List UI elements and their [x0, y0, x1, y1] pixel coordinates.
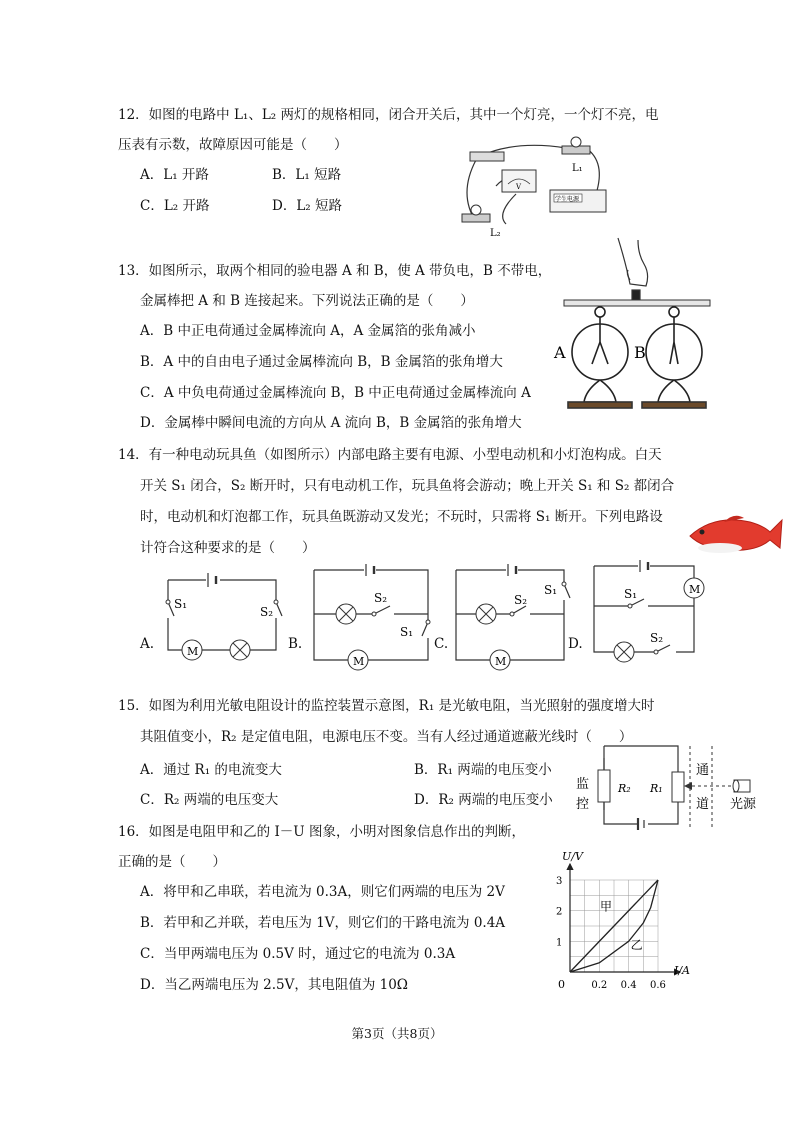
q15-stem-line1: 15．如图为利用光敏电阻设计的监控装置示意图，R₁ 是光敏电阻，当光照射的强度增大时: [118, 698, 655, 714]
q14-stem-line2: 开关 S₁ 闭合，S₂ 断开时，只有电动机工作，玩具鱼将会游动；晚上开关 S₁ 和 S₂ 都闭合: [140, 478, 675, 494]
q15-label-monitor2: 控: [576, 797, 590, 812]
q15-monitor-circuit: [574, 740, 774, 832]
page-footer: 第3页（共8页）: [351, 1026, 443, 1041]
svg-text:M: M: [187, 645, 199, 658]
q15-light-source: [733, 780, 750, 792]
q13-option-b: B．A 中的自由电子通过金属棒流向 B，B 金属箔的张角增大: [140, 354, 503, 370]
q14-stem-line1: 14．有一种电动玩具鱼（如图所示）内部电路主要有电源、小型电动机和小灯泡构成。白天: [118, 447, 662, 463]
q13-label-a: A: [554, 343, 566, 362]
q16-stem-line1: 16．如图是电阻甲和乙的 I－U 图象，小明对图象信息作出的判断，: [118, 824, 525, 840]
q14-stem-line3: 时，电动机和灯泡都工作，玩具鱼既游动又发光；不玩时，只需将 S₁ 断开。下列电路设: [140, 509, 663, 525]
q14-a-lamp: [230, 640, 250, 660]
y-tick-label-2: 3: [556, 876, 563, 887]
q12-option-a: A．L₁ 开路: [140, 167, 209, 183]
q14-option-d-label: D.: [568, 636, 583, 652]
q16-option-c: C．当甲两端电压为 0.5V 时，通过它的电流为 0.3A: [140, 946, 456, 962]
q15-channel-lines: [686, 746, 734, 830]
svg-text:学生电源: 学生电源: [555, 196, 580, 203]
svg-text:M: M: [495, 655, 507, 668]
x-tick-label-0: 0.2: [591, 980, 608, 991]
q16-origin-label: 0: [558, 978, 565, 991]
q15-option-b: B．R₁ 两端的电压变小: [414, 762, 552, 778]
q14-circuit-b: [310, 566, 434, 670]
q16-stem-line2: 正确的是（ ）: [118, 854, 226, 870]
q12-option-b: B．L₁ 短路: [272, 167, 342, 183]
svg-text:M: M: [689, 583, 701, 596]
q16-option-a: A．将甲和乙串联，若电流为 0.3A，则它们两端的电压为 2V: [140, 884, 505, 900]
svg-text:M: M: [353, 655, 365, 668]
svg-text:S₁: S₁: [174, 597, 188, 611]
q16-option-b: B．若甲和乙并联，若电压为 1V，则它们的干路电流为 0.4A: [140, 915, 506, 931]
x-tick-label-2: 0.6: [650, 980, 666, 991]
q15-option-d: D．R₂ 两端的电压变小: [414, 792, 553, 808]
q14-circuit-a: [160, 570, 290, 670]
svg-text:S₂: S₂: [514, 593, 528, 607]
q14-stem-line4: 计符合这种要求的是（ ）: [140, 540, 316, 556]
q14-circuit-d: [590, 562, 718, 666]
q15-label-monitor1: 监: [576, 777, 590, 792]
q12-option-d: D．L₂ 短路: [272, 198, 342, 214]
q13-option-c: C．A 中负电荷通过金属棒流向 B，B 中正电荷通过金属棒流向 A: [140, 385, 531, 401]
q13-metal-rod: [564, 300, 710, 306]
q14-option-c-label: C.: [434, 636, 449, 652]
q12-stem-line1: 12．如图的电路中 L₁、L₂ 两灯的规格相同，闭合开关后，其中一个灯亮，一个灯不亮，电: [118, 107, 659, 123]
q16-option-d: D．当乙两端电压为 2.5V，其电阻值为 10Ω: [140, 977, 408, 993]
q12-lamp-l1: [562, 137, 590, 154]
q14-d-lamp: [614, 642, 634, 662]
q13-hand: [618, 238, 648, 300]
q13-electroscope-b: [642, 306, 706, 408]
q13-stem-line1: 13．如图所示，取两个相同的验电器 A 和 B，使 A 带负电，B 不带电，: [118, 263, 552, 279]
q14-circuit-c: [452, 566, 574, 670]
svg-text:S₁: S₁: [544, 583, 558, 597]
q12-power-supply: [550, 190, 606, 212]
svg-text:S₂: S₂: [650, 631, 664, 645]
q14-option-a-label: A.: [140, 636, 155, 652]
q12-voltmeter: [502, 170, 536, 192]
q16-y-axis-label: U/V: [562, 850, 583, 863]
q15-label-channel1: 通: [696, 763, 710, 778]
q12-lamp-l2: [462, 205, 490, 222]
series-label-yi: 乙: [630, 938, 643, 952]
q15-option-a: A．通过 R₁ 的电流变大: [140, 762, 282, 778]
q16-iu-chart: [550, 850, 690, 992]
q16-x-axis-label: I/A: [674, 964, 690, 977]
y-tick-label-0: 1: [556, 937, 563, 949]
q13-option-a: A．B 中正电荷通过金属棒流向 A，A 金属箔的张角减小: [140, 323, 476, 339]
q14-option-b-label: B.: [288, 636, 303, 652]
q14-toy-fish-image: [684, 508, 784, 556]
q13-stem-line2: 金属棒把 A 和 B 连接起来。下列说法正确的是（ ）: [140, 293, 474, 309]
q15-option-c: C．R₂ 两端的电压变大: [140, 792, 279, 808]
svg-text:V: V: [516, 183, 522, 191]
q12-circuit-figure: [456, 134, 616, 242]
q13-option-d: D．金属棒中瞬间电流的方向从 A 流向 B，B 金属箔的张角增大: [140, 415, 522, 431]
q15-r2: [598, 770, 610, 802]
svg-text:S₁: S₁: [400, 625, 414, 639]
q12-label-l1: L₁: [572, 163, 583, 174]
y-tick-label-1: 2: [556, 906, 563, 918]
q12-stem-line2: 压表有示数，故障原因可能是（ ）: [118, 137, 348, 153]
q14-c-lamp: [476, 604, 496, 624]
q15-label-light: 光源: [730, 797, 757, 812]
q12-switch: [470, 152, 504, 161]
q13-electroscope-a: [568, 306, 632, 408]
q15-label-r2: R₂: [618, 782, 631, 795]
svg-text:S₂: S₂: [374, 591, 388, 605]
q15-label-r1: R₁: [650, 782, 663, 795]
q13-label-b: B: [634, 343, 646, 362]
x-tick-label-1: 0.4: [620, 980, 637, 991]
svg-text:S₂: S₂: [260, 605, 274, 619]
q15-label-channel2: 道: [696, 797, 710, 812]
q15-r1: [672, 772, 684, 802]
q15-stem-line2: 其阻值变小，R₂ 是定值电阻，电源电压不变。当有人经过通道遮蔽光线时（ ）: [140, 729, 633, 745]
svg-text:S₁: S₁: [624, 587, 638, 601]
q12-label-l2: L₂: [490, 228, 501, 239]
q14-b-lamp: [336, 604, 356, 624]
q12-option-c: C．L₂ 开路: [140, 198, 210, 214]
q13-electroscope-figure: [546, 234, 716, 414]
series-label-jia: 甲: [600, 899, 613, 914]
